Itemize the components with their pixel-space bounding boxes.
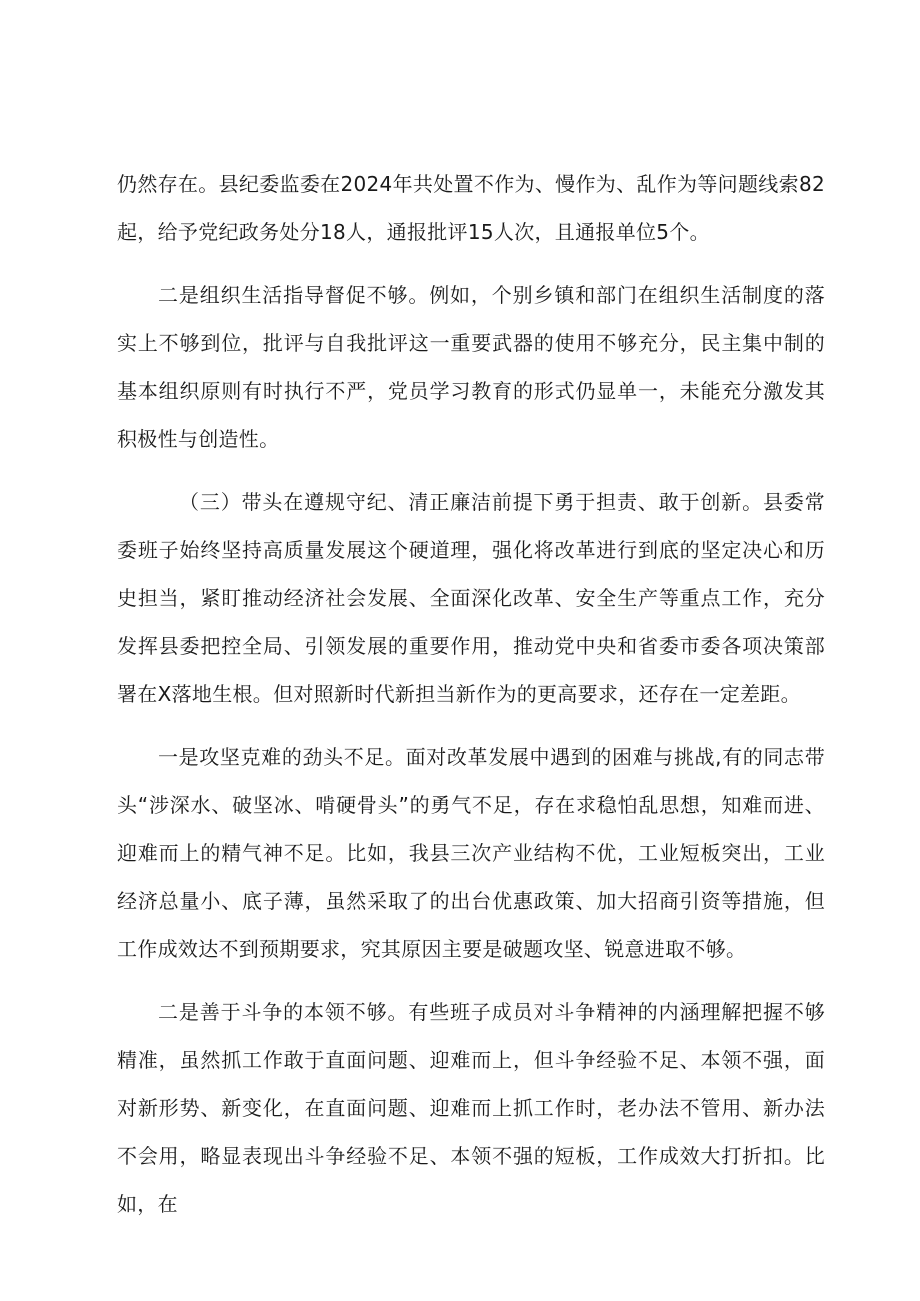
paragraph-continued: 仍然存在。县纪委监委在2024年共处置不作为、慢作为、乱作为等问题线索82起，给予党纪政务处分18人，通报批评15人次，且通报单位5个。 [117, 172, 825, 244]
paragraph-organization-life: 二是组织生活指导督促不够。例如，个别乡镇和部门在组织生活制度的落实上不够到位，批评与自我批评这一重要武器的使用不够充分，民主集中制的基本组织原则有时执行不严，党员学习教育的形式仍显单一，未能充分激发其积极性与创造性。 [117, 283, 825, 451]
paragraph-struggle-skills: 二是善于斗争的本领不够。有些班子成员对斗争精神的内涵理解把握不够精准，虽然抓工作敢于直面问题、迎难而上，但斗争经验不足、本领不强，面对新形势、新变化，在直面问题、迎难而上抓工作时，老办法不管用、新办法不会用，略显表现出斗争经验不足、本领不强的短板，工作成效大打折扣。比如，在 [117, 1000, 825, 1216]
section-heading-paragraph: （三）带头在遵规守纪、清正廉洁前提下勇于担责、敢于创新。县委常委班子始终坚持高质量发展这个硬道理，强化将改革进行到底的坚定决心和历史担当，紧盯推动经济社会发展、全面深化改革、安全生产等重点工作，充分发挥县委把控全局、引领发展的重要作用，推动党中央和省委市委各项决策部署在X落地生根。但对照新时代新担当新作为的更高要求，还存在一定差距。 [117, 490, 825, 706]
paragraph-tackling-difficulties: 一是攻坚克难的劲头不足。面对改革发展中遇到的困难与挑战,有的同志带头“涉深水、破坚冰、啃硬骨头”的勇气不足，存在求稳怕乱思想，知难而进、迎难而上的精气神不足。比如，我县三次产业结构不优，工业短板突出，工业经济总量小、底子薄，虽然采取了的出台优惠政策、加大招商引资等措施，但工作成效达不到预期要求，究其原因主要是破题攻坚、锐意进取不够。 [117, 745, 825, 961]
document-body [117, 160, 825, 1243]
